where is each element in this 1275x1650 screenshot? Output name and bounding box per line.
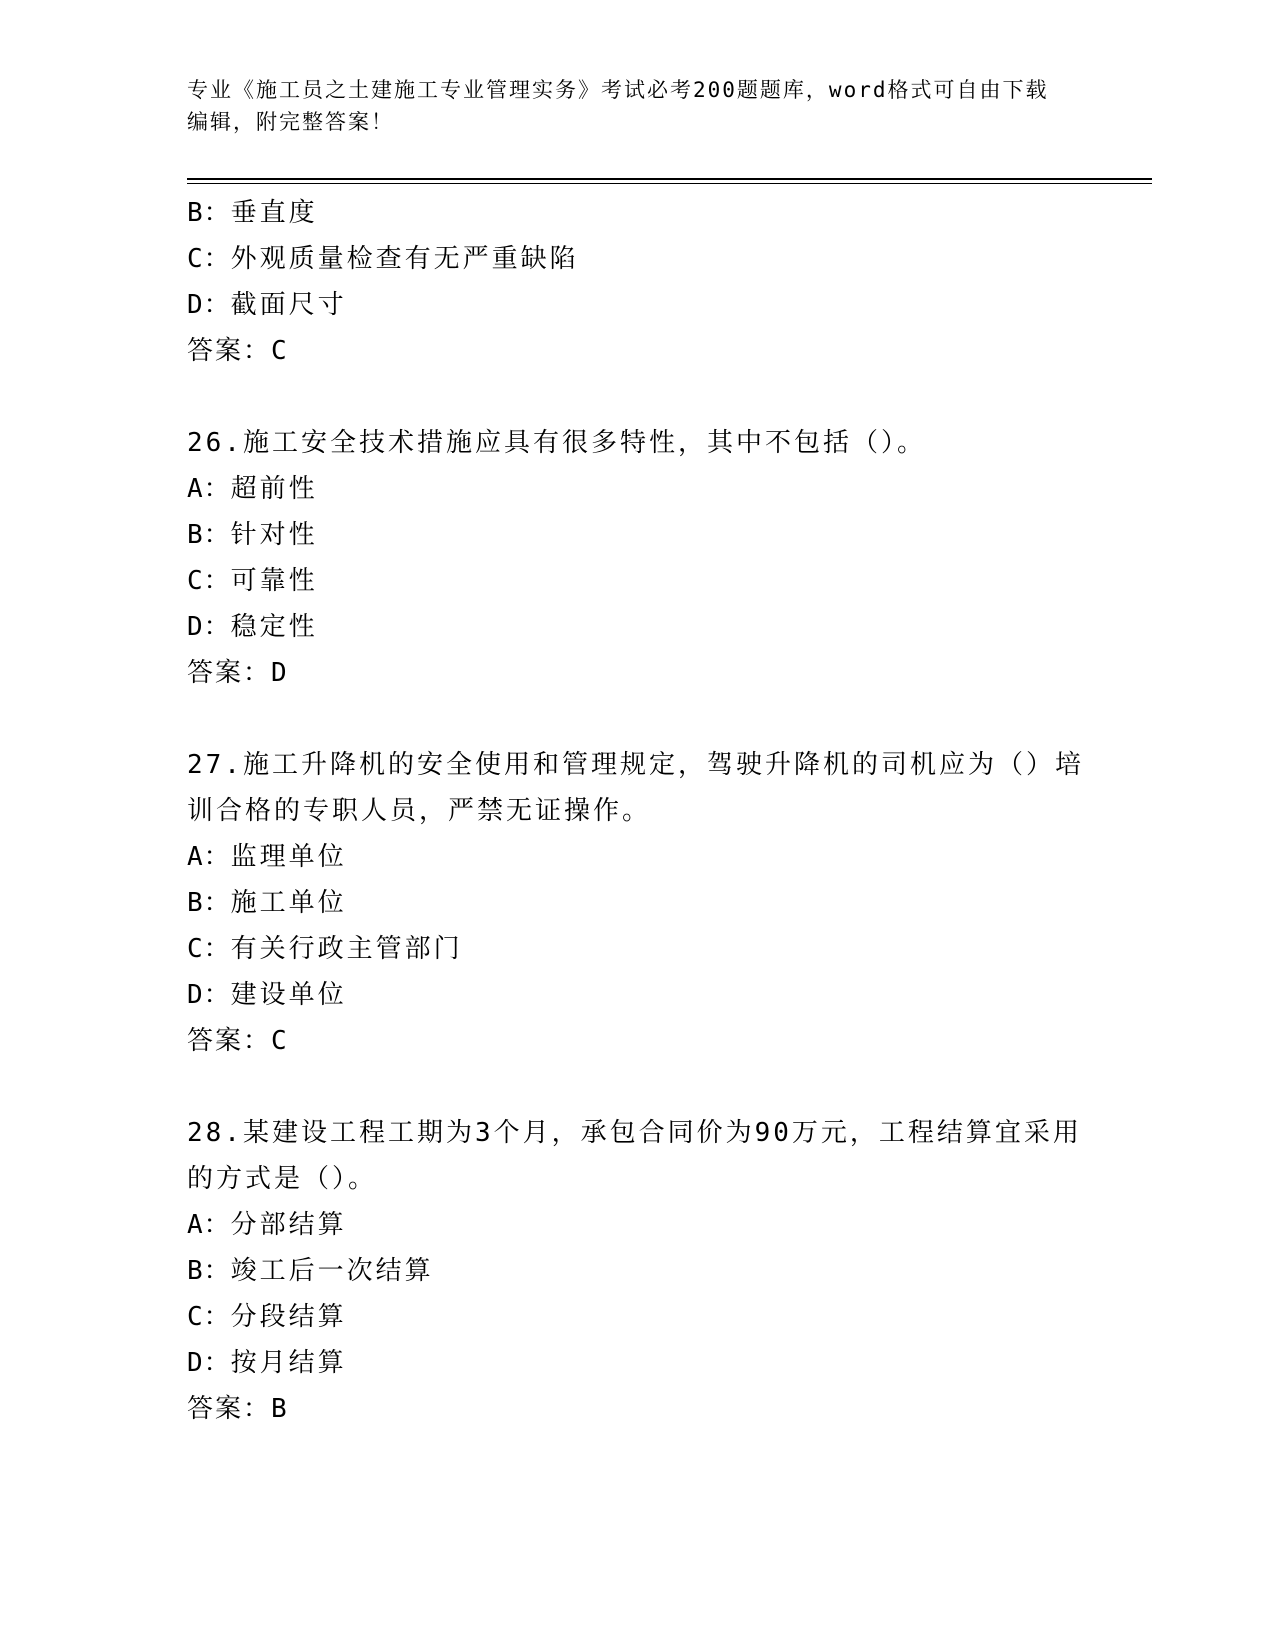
answer-row <box>187 1018 1087 1064</box>
answer-row <box>187 328 1087 374</box>
option-letter: C： <box>187 1302 231 1332</box>
answer-value: C <box>271 1026 290 1056</box>
question-text <box>187 742 1087 834</box>
option-text: 超前性 <box>230 474 318 504</box>
option-text: 建设单位 <box>230 980 347 1010</box>
question-number: 27. <box>187 750 243 780</box>
option-text: 按月结算 <box>230 1348 347 1378</box>
option-row <box>187 1202 1087 1248</box>
option-row <box>187 604 1087 650</box>
answer-row <box>187 1386 1087 1432</box>
option-row <box>187 236 1087 282</box>
option-letter: A： <box>187 1210 231 1240</box>
question-block <box>187 742 1087 1064</box>
option-row <box>187 972 1087 1018</box>
option-text: 竣工后一次结算 <box>230 1256 434 1286</box>
option-row <box>187 558 1087 604</box>
spacer <box>187 374 1087 420</box>
option-text: 外观质量检查有无严重缺陷 <box>230 244 579 274</box>
page-header: 专业《施工员之土建施工专业管理实务》考试必考200题题库，word格式可自由下载编辑，附完整答案！ <box>187 78 1049 134</box>
question-list <box>187 190 1087 1432</box>
option-letter: C： <box>187 566 231 596</box>
question-number: 28. <box>187 1118 243 1148</box>
answer-label: 答案： <box>187 658 272 688</box>
option-text: 分部结算 <box>230 1210 347 1240</box>
question-block <box>187 1110 1087 1432</box>
option-letter: D： <box>187 612 231 642</box>
option-letter: D： <box>187 290 231 320</box>
option-letter: A： <box>187 842 231 872</box>
option-letter: C： <box>187 934 231 964</box>
option-text: 分段结算 <box>230 1302 347 1332</box>
header-divider-thin <box>187 183 1152 184</box>
question-block <box>187 420 1087 696</box>
option-row <box>187 1340 1087 1386</box>
option-letter: D： <box>187 980 231 1010</box>
option-row <box>187 512 1087 558</box>
option-text: 可靠性 <box>230 566 318 596</box>
question-text <box>187 1110 1087 1202</box>
question-body: 某建设工程工期为3个月，承包合同价为90万元，工程结算宜采用的方式是（）。 <box>187 1118 1082 1194</box>
answer-label: 答案： <box>187 1026 272 1056</box>
answer-value: D <box>271 658 290 688</box>
option-row <box>187 1248 1087 1294</box>
option-text: 稳定性 <box>230 612 318 642</box>
answer-label: 答案： <box>187 1394 272 1424</box>
option-letter: B： <box>187 520 231 550</box>
option-row <box>187 466 1087 512</box>
option-text: 施工单位 <box>230 888 347 918</box>
option-row <box>187 282 1087 328</box>
question-text <box>187 420 1087 466</box>
option-text: 监理单位 <box>230 842 347 872</box>
option-letter: A： <box>187 474 231 504</box>
partial-question <box>187 190 1087 374</box>
answer-label: 答案： <box>187 336 272 366</box>
spacer <box>187 1064 1087 1110</box>
question-body: 施工安全技术措施应具有很多特性，其中不包括（）。 <box>242 428 926 458</box>
option-text: 截面尺寸 <box>230 290 347 320</box>
option-letter: C： <box>187 244 231 274</box>
header-divider-thick <box>187 178 1152 180</box>
answer-value: C <box>271 336 290 366</box>
option-row <box>187 880 1087 926</box>
option-letter: B： <box>187 1256 231 1286</box>
answer-value: B <box>271 1394 290 1424</box>
question-number: 26. <box>187 428 243 458</box>
option-text: 垂直度 <box>230 198 318 228</box>
option-letter: B： <box>187 198 231 228</box>
question-body: 施工升降机的安全使用和管理规定，驾驶升降机的司机应为（）培训合格的专职人员，严禁无证操作。 <box>187 750 1084 826</box>
option-text: 针对性 <box>230 520 318 550</box>
option-row <box>187 834 1087 880</box>
option-letter: D： <box>187 1348 231 1378</box>
spacer <box>187 696 1087 742</box>
option-row <box>187 1294 1087 1340</box>
option-text: 有关行政主管部门 <box>230 934 463 964</box>
option-row <box>187 926 1087 972</box>
option-row <box>187 190 1087 236</box>
answer-row <box>187 650 1087 696</box>
option-letter: B： <box>187 888 231 918</box>
